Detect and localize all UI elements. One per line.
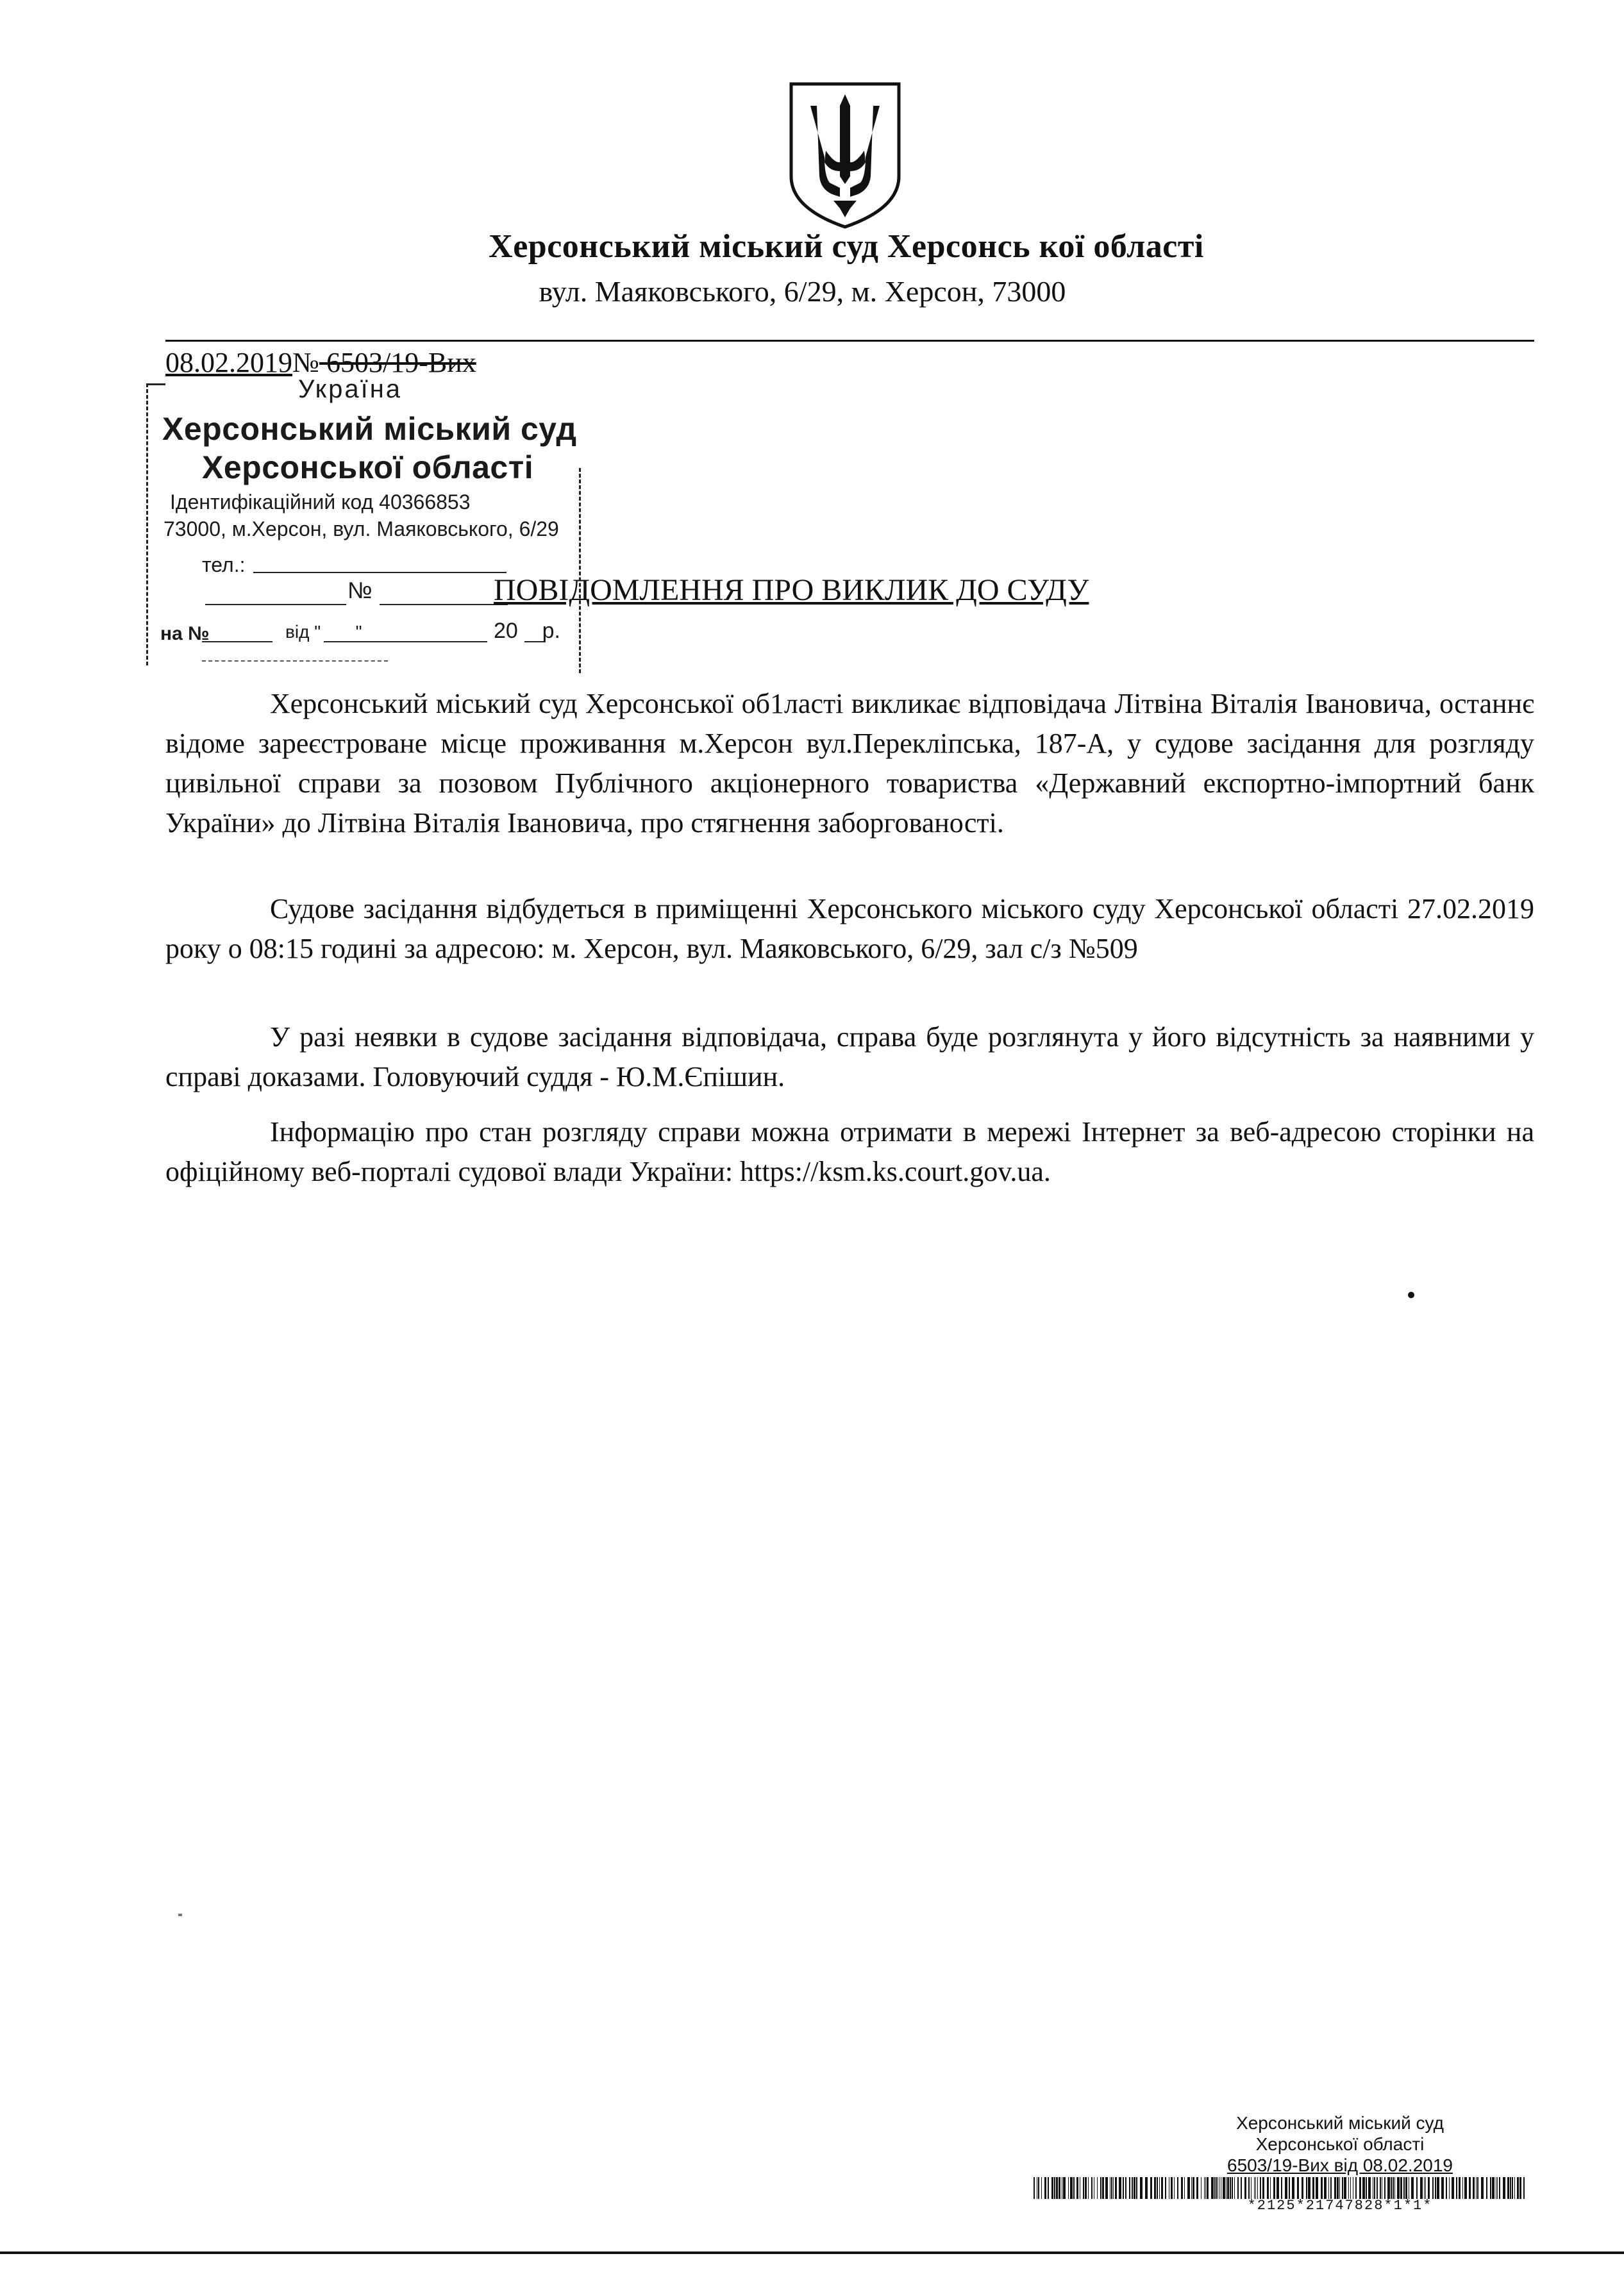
barcode-bar <box>1464 2177 1467 2199</box>
barcode-bar <box>1157 2177 1158 2199</box>
stamp-court-name: Херсонський міський суд <box>162 411 577 447</box>
barcode-bar <box>1486 2177 1487 2199</box>
stamp-identification-code: Ідентифікаційний код 40366853 <box>170 490 471 514</box>
barcode-bar <box>1125 2177 1126 2199</box>
ink-speck <box>178 1914 182 1916</box>
barcode-bar <box>1330 2177 1332 2199</box>
barcode-bar <box>1285 2177 1287 2199</box>
barcode-bar <box>1113 2177 1114 2199</box>
stamp-border-left <box>146 383 148 665</box>
barcode-bar <box>1154 2177 1156 2199</box>
barcode-bar <box>1405 2177 1407 2199</box>
barcode-oblast: Херсонської області <box>1255 2134 1425 2154</box>
barcode-bar <box>1400 2177 1402 2199</box>
barcode-bar <box>1362 2177 1365 2199</box>
barcode-bar <box>1348 2177 1349 2199</box>
barcode-bar <box>1165 2177 1166 2199</box>
barcode-bar <box>1277 2177 1279 2199</box>
barcode-bar <box>1068 2177 1069 2199</box>
barcode-bar <box>1070 2177 1073 2199</box>
barcode-bar <box>1205 2177 1206 2199</box>
barcode-bar <box>1497 2177 1498 2199</box>
barcode-bar <box>1034 2177 1035 2199</box>
barcode-bar <box>1321 2177 1323 2199</box>
barcode-bar <box>1387 2177 1390 2199</box>
paragraph-summons: Херсонський міський суд Херсонської об1ласті викликає відповідача Літвіна Віталія Івановича, останнє відоме зареєстроване місце проживання м.Херсон вул.Перекліпська, 187-А, у судове засідання для розгляду цивільної справи за позовом Публічного акціонерного товариства «Державний експортно-імпортний банк України» до Літвіна Віталія Івановича, про стягнення заборгованості. <box>165 688 1534 839</box>
barcode-bar <box>1393 2177 1394 2199</box>
barcode-bar <box>1342 2177 1343 2199</box>
paragraph-information: Інформацію про стан розгляду справи можна отримати в мережі Інтернет за веб-адресою сторінки на офіційному веб-порталі судової влади України: https://ksm.ks.court.gov.ua. <box>165 1116 1534 1187</box>
barcode-bar <box>1140 2177 1143 2199</box>
barcode-bar <box>1161 2177 1163 2199</box>
barcode-bar <box>1102 2177 1104 2199</box>
barcode-bar <box>1054 2177 1055 2199</box>
stamp-reply-to-label: на № <box>160 623 210 644</box>
barcode-bar <box>1248 2177 1250 2199</box>
barcode-icon <box>1034 2177 1527 2199</box>
stamp-fill-line <box>202 660 388 662</box>
paragraph-absence: У разі неявки в судове засідання відповідача, справа буде розглянута у його відсутність за наявними у справі доказами. Головуючий суддя - Ю.М.Єпішин. <box>165 1021 1534 1092</box>
barcode-bar <box>1150 2177 1152 2199</box>
barcode-bar <box>1181 2177 1183 2199</box>
barcode-bar <box>1115 2177 1117 2199</box>
barcode-bar <box>1441 2177 1444 2199</box>
barcode-bar <box>1132 2177 1133 2199</box>
barcode-bar <box>1377 2177 1378 2199</box>
barcode-bar <box>1270 2177 1271 2199</box>
barcode-bar <box>1255 2177 1256 2199</box>
barcode-bar <box>1449 2177 1450 2199</box>
barcode-bar <box>1136 2177 1137 2199</box>
court-stamp <box>141 372 590 673</box>
document-title: ПОВІДОМЛЕННЯ ПРО ВИКЛИК ДО СУДУ <box>494 573 1089 607</box>
barcode-bar <box>1499 2177 1500 2199</box>
barcode-bar <box>1083 2177 1084 2199</box>
barcode-bar <box>1374 2177 1375 2199</box>
barcode-bar <box>1337 2177 1339 2199</box>
outgoing-number: 6503/19-Вих <box>319 347 476 378</box>
stamp-quote: " <box>355 622 362 642</box>
barcode-bar <box>1044 2177 1046 2199</box>
barcode-reference: 6503/19-Вих від 08.02.2019 <box>1227 2155 1453 2175</box>
stamp-tel-label: тел.: <box>202 553 246 576</box>
court-name-heading: Херсонський міський суд Херсонсь кої області <box>489 228 1204 265</box>
barcode-bar <box>1051 2177 1053 2199</box>
barcode-bar <box>1159 2177 1160 2199</box>
barcode-bar <box>1517 2177 1519 2199</box>
barcode-bar <box>1456 2177 1457 2199</box>
barcode-bar <box>1056 2177 1058 2199</box>
barcode-bar <box>1129 2177 1130 2199</box>
barcode-bar <box>1214 2177 1216 2199</box>
stamp-from-label <box>285 622 362 642</box>
stamp-tel-line <box>253 572 506 573</box>
barcode-bar <box>1355 2177 1357 2199</box>
barcode-bar <box>1123 2177 1124 2199</box>
ink-dot <box>1408 1292 1414 1298</box>
barcode-bar <box>1481 2177 1484 2199</box>
paragraph-hearing: Судове засідання відбудеться в приміщенні Херсонського міського суду Херсонської області 27.02.2019 року о 08:15 годині за адресою: м. Херсон, вул. Маяковського, 6/29, зал с/з №509 <box>165 893 1534 964</box>
barcode-bar <box>1273 2177 1275 2199</box>
barcode-bar <box>1308 2177 1310 2199</box>
stamp-address: 73000, м.Херсон, вул. Маяковського, 6/29 <box>163 517 559 540</box>
barcode-bar <box>1085 2177 1087 2199</box>
barcode-bar <box>1232 2177 1233 2199</box>
stamp-country: Україна <box>298 375 403 403</box>
barcode-bar <box>1391 2177 1392 2199</box>
barcode-bar <box>1100 2177 1101 2199</box>
barcode-bar <box>1216 2177 1218 2199</box>
stamp-year-prefix: 20 <box>494 619 518 643</box>
barcode-bar <box>1462 2177 1463 2199</box>
barcode-bar <box>1469 2177 1471 2199</box>
barcode-bar <box>1048 2177 1049 2199</box>
barcode-bar <box>1435 2177 1436 2199</box>
barcode-bar <box>1063 2177 1066 2199</box>
barcode-bar <box>1477 2177 1478 2199</box>
barcode-bar <box>1091 2177 1092 2199</box>
barcode-bar <box>1312 2177 1314 2199</box>
barcode-bar <box>1105 2177 1108 2199</box>
barcode-bar <box>1227 2177 1229 2199</box>
stamp-fill-line <box>202 641 272 642</box>
stamp-number-label: № <box>347 577 373 603</box>
barcode-bar <box>1119 2177 1121 2199</box>
barcode-bar <box>1145 2177 1148 2199</box>
barcode-bar <box>1316 2177 1318 2199</box>
coat-of-arms-icon <box>787 80 903 231</box>
barcode-bar <box>1289 2177 1290 2199</box>
stamp-fill-line <box>380 604 508 605</box>
barcode-bar <box>1297 2177 1299 2199</box>
bottom-edge-line <box>0 2251 1624 2254</box>
barcode-bar <box>1514 2177 1515 2199</box>
barcode-bar <box>1492 2177 1494 2199</box>
barcode-bar <box>1459 2177 1461 2199</box>
barcode-bar <box>1512 2177 1513 2199</box>
outgoing-date: 08.02.2019 <box>165 347 292 378</box>
barcode-bar <box>1059 2177 1060 2199</box>
stamp-from-text: від " <box>285 622 321 642</box>
barcode-bar <box>1234 2177 1235 2199</box>
barcode-bar <box>1204 2177 1205 2199</box>
barcode-bar <box>1446 2177 1447 2199</box>
barcode-bar <box>1174 2177 1175 2199</box>
stamp-oblast: Херсонської області <box>202 449 534 485</box>
barcode-bar <box>1260 2177 1261 2199</box>
barcode-bar <box>1473 2177 1475 2199</box>
barcode-bar <box>1328 2177 1329 2199</box>
barcode-bar <box>1424 2177 1425 2199</box>
barcode-bar <box>1368 2177 1371 2199</box>
barcode-bar <box>1397 2177 1400 2199</box>
barcode-bar <box>1187 2177 1190 2199</box>
stamp-fill-line <box>524 641 544 642</box>
stamp-year <box>494 619 560 644</box>
barcode-bar <box>1403 2177 1405 2199</box>
barcode-bar <box>1432 2177 1434 2199</box>
barcode-bar <box>1344 2177 1346 2199</box>
barcode-bar <box>1073 2177 1075 2199</box>
barcode-bar <box>1196 2177 1198 2199</box>
barcode-bar <box>1420 2177 1423 2199</box>
barcode-bar <box>1088 2177 1089 2199</box>
barcode-bar <box>1134 2177 1135 2199</box>
barcode-bar <box>1076 2177 1078 2199</box>
barcode-code-text: *2125*21747828*1*1* <box>1247 2198 1433 2214</box>
barcode-bar <box>1428 2177 1430 2199</box>
barcode-bar <box>1262 2177 1264 2199</box>
barcode-bar <box>1211 2177 1214 2199</box>
barcode-bar <box>1507 2177 1509 2199</box>
barcode-bar <box>1339 2177 1340 2199</box>
barcode-bar <box>1267 2177 1269 2199</box>
barcode-bar <box>1384 2177 1385 2199</box>
barcode-bar <box>1193 2177 1194 2199</box>
barcode-bar <box>1292 2177 1294 2199</box>
outgoing-no-sign: № <box>292 347 319 378</box>
barcode-bar <box>1359 2177 1361 2199</box>
barcode-bar <box>1302 2177 1303 2199</box>
barcode-bar <box>1334 2177 1336 2199</box>
barcode-bar <box>1171 2177 1173 2199</box>
barcode-bar <box>1394 2177 1395 2199</box>
barcode-bar <box>1306 2177 1307 2199</box>
stamp-fill-line <box>324 641 487 642</box>
barcode-bar <box>1177 2177 1178 2199</box>
barcode-bar <box>1437 2177 1439 2199</box>
barcode-bar <box>1241 2177 1242 2199</box>
barcode-bar <box>1097 2177 1098 2199</box>
barcode-bar <box>1111 2177 1112 2199</box>
stamp-year-suffix: р. <box>542 619 560 643</box>
barcode-bar <box>1038 2177 1039 2199</box>
court-address: вул. Маяковського, 6/29, м. Херсон, 73000 <box>539 275 1066 308</box>
barcode-bar <box>1523 2177 1525 2199</box>
barcode-bar <box>1380 2177 1381 2199</box>
barcode-bar <box>1207 2177 1209 2199</box>
barcode-bar <box>1503 2177 1505 2199</box>
barcode-bar <box>1237 2177 1239 2199</box>
barcode-bar <box>1184 2177 1185 2199</box>
barcode-bar <box>1490 2177 1491 2199</box>
barcode-bar <box>1257 2177 1258 2199</box>
barcode-bar <box>1350 2177 1351 2199</box>
stamp-border-top <box>146 383 165 385</box>
barcode-bar <box>1366 2177 1367 2199</box>
barcode-bar <box>1476 2177 1477 2199</box>
barcode-bar <box>1452 2177 1454 2199</box>
header-divider <box>165 340 1534 342</box>
stamp-border-right <box>579 468 581 673</box>
barcode-bar <box>1324 2177 1327 2199</box>
barcode-bar <box>1191 2177 1192 2199</box>
barcode-bar <box>1510 2177 1511 2199</box>
barcode-bar <box>1425 2177 1426 2199</box>
barcode-bar <box>1254 2177 1255 2199</box>
barcode-bar <box>1416 2177 1418 2199</box>
barcode-bar <box>1281 2177 1282 2199</box>
barcode-bar <box>1230 2177 1231 2199</box>
barcode-court-name: Херсонський міський суд <box>1236 2113 1444 2133</box>
barcode-bar <box>1244 2177 1246 2199</box>
barcode-bar <box>1041 2177 1042 2199</box>
stamp-fill-line <box>205 604 346 605</box>
barcode-bar <box>1411 2177 1414 2199</box>
barcode-bar <box>1519 2177 1521 2199</box>
barcode-bar <box>1223 2177 1225 2199</box>
